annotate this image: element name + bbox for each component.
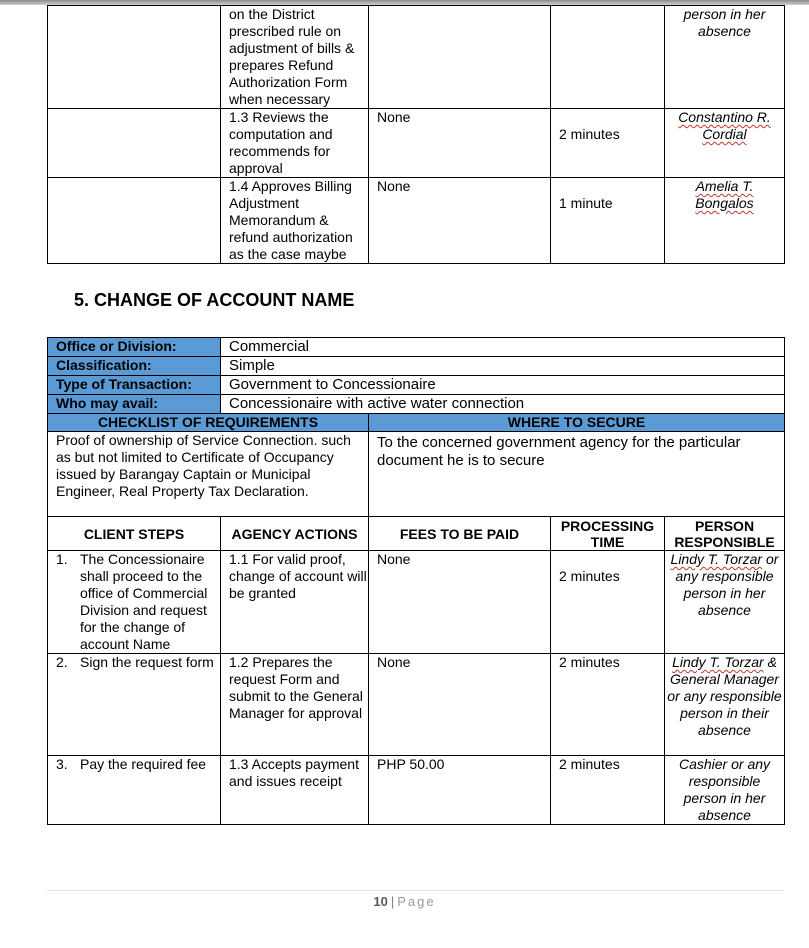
classification-value: Simple: [221, 357, 785, 376]
agency-actions-header: AGENCY ACTIONS: [221, 517, 369, 551]
person-cell: Amelia T. Bongalos: [665, 178, 785, 264]
person-cell: [665, 654, 785, 756]
client-step-cell: [48, 654, 221, 756]
client-step-cell: [48, 178, 221, 264]
client-step-cell: [48, 6, 221, 109]
time-cell: 2 minutes: [551, 109, 665, 178]
office-label: Office or Division:: [48, 338, 221, 357]
requirement-cell: Proof of ownership of Service Connection. such as but not limited to Certificate of Occupancy issued by Barangay Captain or Municipal Engineer, Real Property Tax Declaration.: [48, 432, 369, 517]
fee-cell: None: [369, 178, 551, 264]
client-step-cell: [48, 551, 221, 654]
step-text: The Concessionaire shall proceed to the office of Commercial Division and request for the change of account Name: [80, 551, 208, 652]
agency-action-cell: 1.3 Reviews the computation and recommends for approval: [221, 109, 369, 178]
section-title: 5. CHANGE OF ACCOUNT NAME: [74, 290, 355, 310]
person-detail: & General Manager or any responsible person in their absence: [667, 654, 782, 738]
continued-steps-table: [47, 5, 785, 264]
checklist-header: CHECKLIST OF REQUIREMENTS: [48, 414, 369, 432]
step-number: 1.: [56, 551, 68, 567]
person-cell: [665, 551, 785, 654]
client-step-cell: [48, 109, 221, 178]
agency-action-cell: 1.1 For valid proof, change of account will be granted: [221, 551, 369, 654]
transaction-type-value: Government to Concessionaire: [221, 376, 785, 395]
time-cell: 2 minutes: [551, 654, 665, 756]
fee-cell: PHP 50.00: [369, 756, 551, 825]
agency-action-cell: 1.3 Accepts payment and issues receipt: [221, 756, 369, 825]
table-row: [48, 338, 785, 357]
time-cell: 2 minutes: [551, 551, 665, 654]
table-row: [48, 109, 785, 178]
processing-time-header: PROCESSING TIME: [551, 517, 665, 551]
page-footer: [0, 894, 809, 909]
person-cell: Constantino R. Cordial: [665, 109, 785, 178]
who-may-avail-label: Who may avail:: [48, 395, 221, 414]
person-name: Lindy T. Torzar: [672, 654, 764, 670]
classification-label: Classification:: [48, 357, 221, 376]
fee-cell: None: [369, 654, 551, 756]
table-row: [48, 6, 785, 109]
agency-action-cell: on the District prescribed rule on adjustment of bills & prepares Refund Authorization Form when necessary: [221, 6, 369, 109]
table-row: [48, 551, 785, 654]
time-cell: 1 minute: [551, 178, 665, 264]
table-header-row: [48, 517, 785, 551]
service-info-table: [47, 337, 785, 517]
time-cell: [551, 6, 665, 109]
where-to-secure-cell: To the concerned government agency for the particular document he is to secure: [369, 432, 785, 517]
transaction-type-label: Type of Transaction:: [48, 376, 221, 395]
fee-cell: None: [369, 551, 551, 654]
fees-header: FEES TO BE PAID: [369, 517, 551, 551]
table-row: [48, 414, 785, 432]
client-step-cell: [48, 756, 221, 825]
who-may-avail-value: Concessionaire with active water connection: [221, 395, 785, 414]
fee-cell: [369, 6, 551, 109]
step-number: 3.: [56, 756, 68, 772]
table-row: [48, 432, 785, 517]
step-number: 2.: [56, 654, 68, 670]
client-steps-table: [47, 516, 785, 825]
person-detail: Cashier or any responsible person in her absence: [678, 756, 771, 823]
agency-action-cell: 1.4 Approves Billing Adjustment Memorandum & refund authorization as the case maybe: [221, 178, 369, 264]
page-label: Page: [397, 894, 436, 909]
fee-cell: None: [369, 109, 551, 178]
step-text: Pay the required fee: [80, 756, 207, 772]
table-row: [48, 357, 785, 376]
table-row: [48, 376, 785, 395]
person-cell: [665, 756, 785, 825]
table-row: [48, 654, 785, 756]
footer-separator: |: [390, 894, 395, 909]
page-number: 10: [373, 894, 388, 909]
person-cell: person in her absence: [665, 6, 785, 109]
where-to-secure-header: WHERE TO SECURE: [369, 414, 785, 432]
agency-action-cell: 1.2 Prepares the request Form and submit to the General Manager for approval: [221, 654, 369, 756]
time-cell: 2 minutes: [551, 756, 665, 825]
table-row: [48, 178, 785, 264]
person-detail: or any responsible person in her absence: [675, 551, 779, 618]
footer-divider: [47, 890, 784, 891]
table-row: [48, 756, 785, 825]
table-row: [48, 395, 785, 414]
office-value: Commercial: [221, 338, 785, 357]
step-text: Sign the request form: [80, 654, 214, 670]
person-responsible-header: PERSON RESPONSIBLE: [665, 517, 785, 551]
client-steps-header: CLIENT STEPS: [48, 517, 221, 551]
person-name: Lindy T. Torzar: [670, 551, 763, 567]
